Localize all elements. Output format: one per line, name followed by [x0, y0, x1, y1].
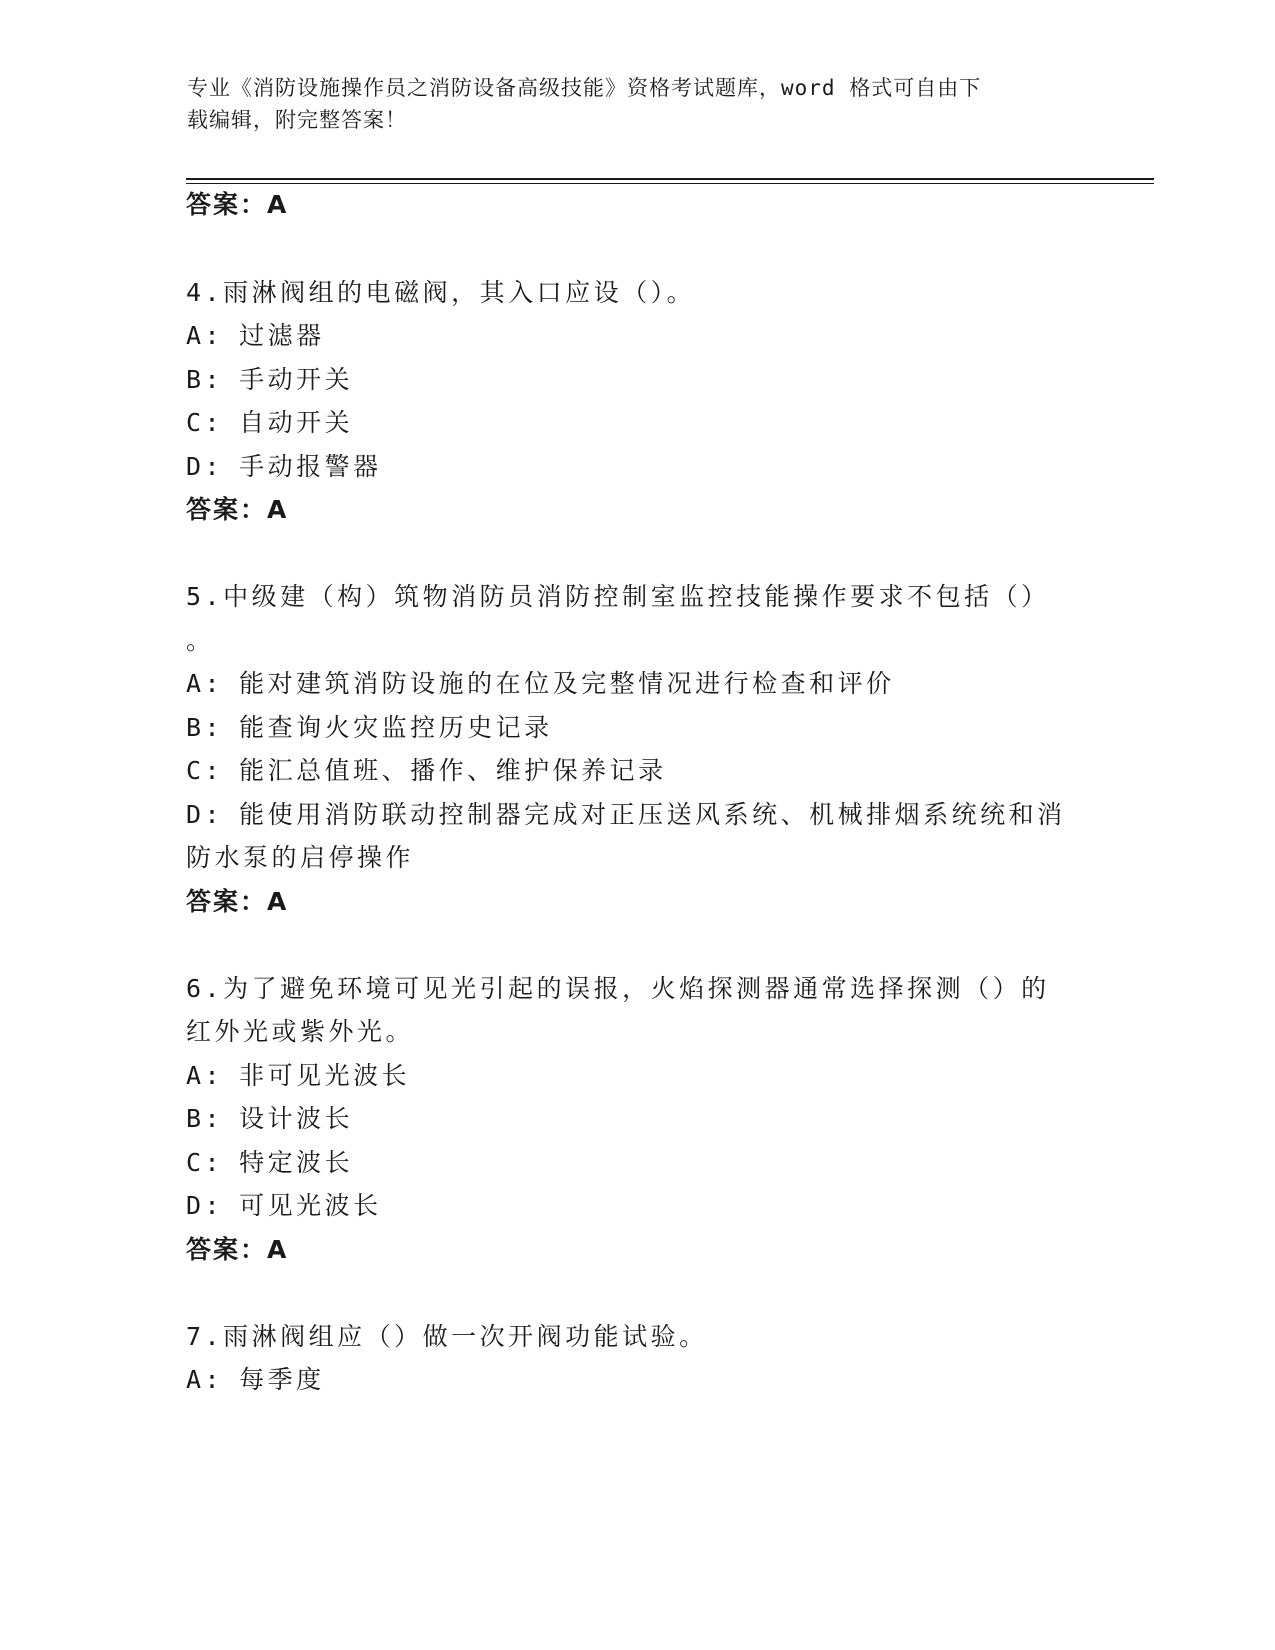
option-a	[186, 667, 895, 701]
option-key: A:	[186, 669, 224, 698]
answer-line: 答案：A	[186, 190, 289, 219]
option-text: 手动报警器	[239, 452, 382, 481]
option-key: C:	[186, 1148, 224, 1177]
option-text: 可见光波长	[239, 1191, 382, 1220]
option-key: C:	[186, 756, 224, 785]
option-text: 每季度	[239, 1365, 325, 1394]
option-key: D:	[186, 1191, 224, 1220]
option-key: B:	[186, 365, 224, 394]
option-c	[186, 1146, 353, 1180]
option-text: 能对建筑消防设施的在位及完整情况进行检查和评价	[239, 669, 895, 698]
question-stem: 5.中级建（构）筑物消防员消防控制室监控技能操作要求不包括（）	[186, 582, 1050, 611]
option-text: 能汇总值班、播作、维护保养记录	[239, 756, 667, 785]
question-stem: 6.为了避免环境可见光引起的误报，火焰探测器通常选择探测（）的	[186, 974, 1050, 1003]
answer-line: 答案：A	[186, 495, 289, 524]
option-key: D:	[186, 800, 224, 829]
question-stem: 7.雨淋阀组应（）做一次开阀功能试验。	[186, 1322, 708, 1351]
option-a	[186, 319, 325, 353]
question-stem-continued: 红外光或紫外光。	[186, 1017, 415, 1046]
option-key: B:	[186, 1104, 224, 1133]
option-key: D:	[186, 452, 224, 481]
document-header	[187, 72, 1087, 136]
header-line-2: 载编辑，附完整答案！	[187, 108, 407, 132]
option-b	[186, 363, 353, 397]
header-rule-thick	[186, 178, 1154, 180]
option-a	[186, 1059, 410, 1093]
question-stem-continued: 。	[186, 626, 215, 655]
option-d-continued: 防水泵的启停操作	[186, 843, 415, 872]
option-text: 特定波长	[239, 1148, 354, 1177]
option-d	[186, 798, 1066, 832]
option-key: A:	[186, 1365, 224, 1394]
option-d	[186, 450, 382, 484]
option-a	[186, 1363, 325, 1397]
header-rule-thin	[186, 183, 1154, 184]
option-text: 手动开关	[239, 365, 354, 394]
header-line-1: 专业《消防设施操作员之消防设备高级技能》资格考试题库，word 格式可自由下	[187, 76, 982, 100]
option-b	[186, 1102, 353, 1136]
question-stem: 4.雨淋阀组的电磁阀，其入口应设（）。	[186, 278, 696, 307]
option-text: 非可见光波长	[239, 1061, 411, 1090]
option-text: 过滤器	[239, 321, 325, 350]
option-text: 设计波长	[239, 1104, 354, 1133]
option-c	[186, 406, 353, 440]
answer-line: 答案：A	[186, 887, 289, 916]
option-text: 自动开关	[239, 408, 354, 437]
answer-line: 答案：A	[186, 1235, 289, 1264]
option-text: 能查询火灾监控历史记录	[239, 713, 553, 742]
option-text: 能使用消防联动控制器完成对正压送风系统、机械排烟系统统和消	[239, 800, 1066, 829]
option-key: C:	[186, 408, 224, 437]
option-key: A:	[186, 1061, 224, 1090]
option-key: B:	[186, 713, 224, 742]
option-b	[186, 711, 553, 745]
option-c	[186, 754, 667, 788]
option-key: A:	[186, 321, 224, 350]
option-d	[186, 1189, 382, 1223]
